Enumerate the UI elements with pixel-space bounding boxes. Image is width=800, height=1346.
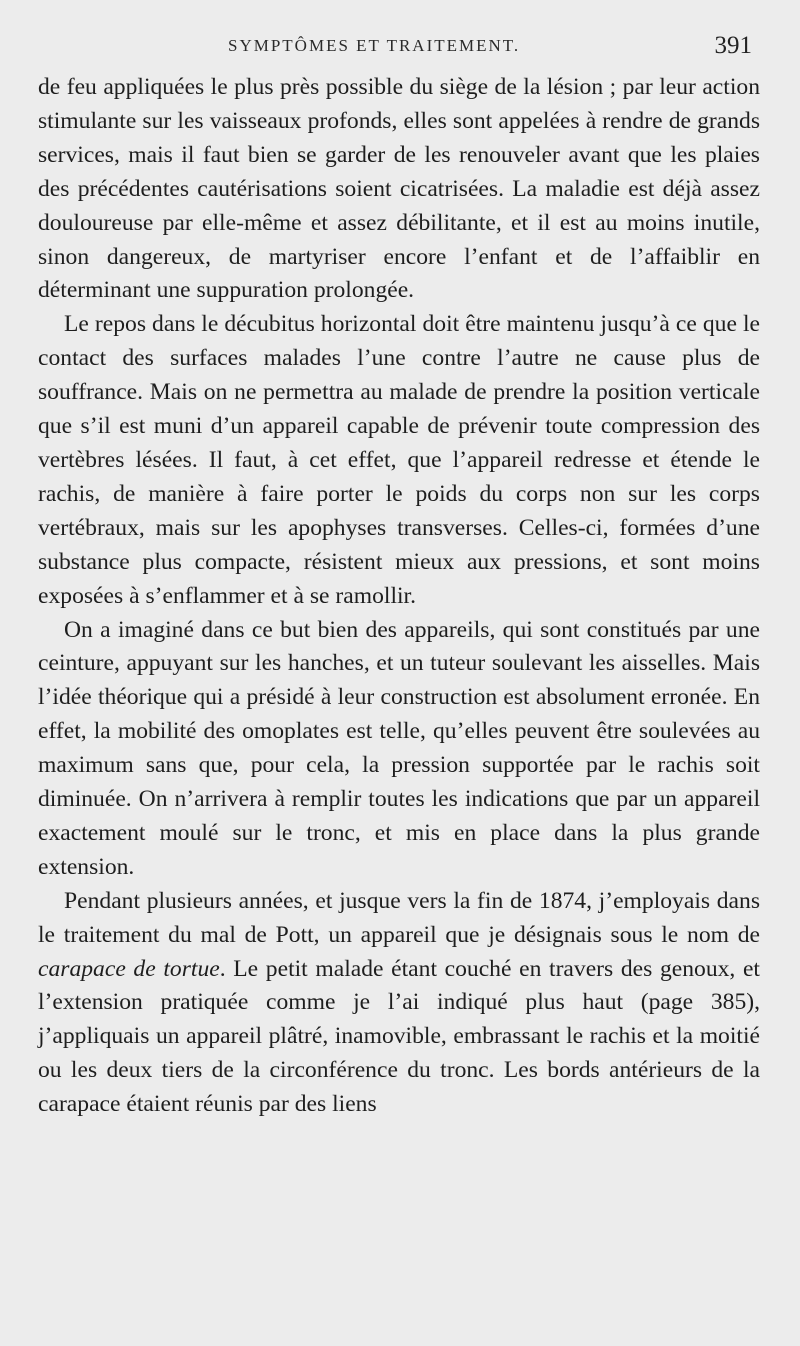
paragraph-carapace: [38, 885, 760, 1122]
italic-term: carapace de tortue: [38, 955, 220, 982]
paragraph-repos: Le repos dans le décubitus horizontal doit être maintenu jusqu’à ce que le contact des surfaces malades l’une contre l’autre ne cause plus de souffrance. Mais on ne permettra au malade de prendre la position verticale que s’il est muni d’un appareil capable de prévenir toute compression des vertèbres lésées. Il faut, à cet effet, que l’appareil redresse et étende le rachis, de manière à faire porter le poids du corps non sur les corps vertébraux, mais sur les apophyses transverses. Celles-ci, formées d’une substance plus compacte, résistent mieux aux pressions, et sont moins exposées à s’enflammer et à se ramollir.: [38, 311, 760, 609]
page-number: 391: [714, 32, 752, 59]
paragraph-appareils: On a imaginé dans ce but bien des appareils, qui sont constitués par une ceinture, appuyant sur les hanches, et un tuteur soulevant les aisselles. Mais l’idée théorique qui a présidé à leur construction est absolument erronée. En effet, la mobilité des omoplates est telle, qu’elles peuvent être soulevées au maximum sans que, pour cela, la pression supportée par le rachis soit diminuée. On n’arrivera à remplir toutes les indications que par un appareil exactement moulé sur le tronc, et mis en place dans la plus grande extension.: [38, 616, 760, 880]
running-title: SYMPTÔMES ET TRAITEMENT.: [228, 36, 521, 55]
page-header: [38, 32, 758, 62]
body-text: [38, 71, 760, 1122]
paragraph-text-before: Pendant plusieurs années, et jusque vers la fin de 1874, j’employais dans le traitement du mal de Pott, un appareil que je désignais sous le nom de: [38, 887, 760, 948]
paragraph-continuation: de feu appliquées le plus près possible du siège de la lésion ; par leur action stimulante sur les vaisseaux profonds, elles sont appelées à rendre de grands services, mais il faut bien se garder de les renouveler avant que les plaies des précédentes cautérisations soient cicatrisées. La maladie est déjà assez douloureuse par elle-même et assez débilitante, et il est au moins inutile, sinon dangereux, de martyriser encore l’enfant et de l’affaiblir en déterminant une suppuration prolongée.: [38, 74, 760, 304]
paragraph-text-after: . Le petit malade étant couché en travers des genoux, et l’extension pratiquée comme je l’ai indiqué plus haut (page 385), j’appliquais un appareil plâtré, inamovible, embrassant le rachis et la moitié ou les deux tiers de la circonférence du tronc. Les bords antérieurs de la carapace étaient réunis par des liens: [38, 955, 760, 1118]
